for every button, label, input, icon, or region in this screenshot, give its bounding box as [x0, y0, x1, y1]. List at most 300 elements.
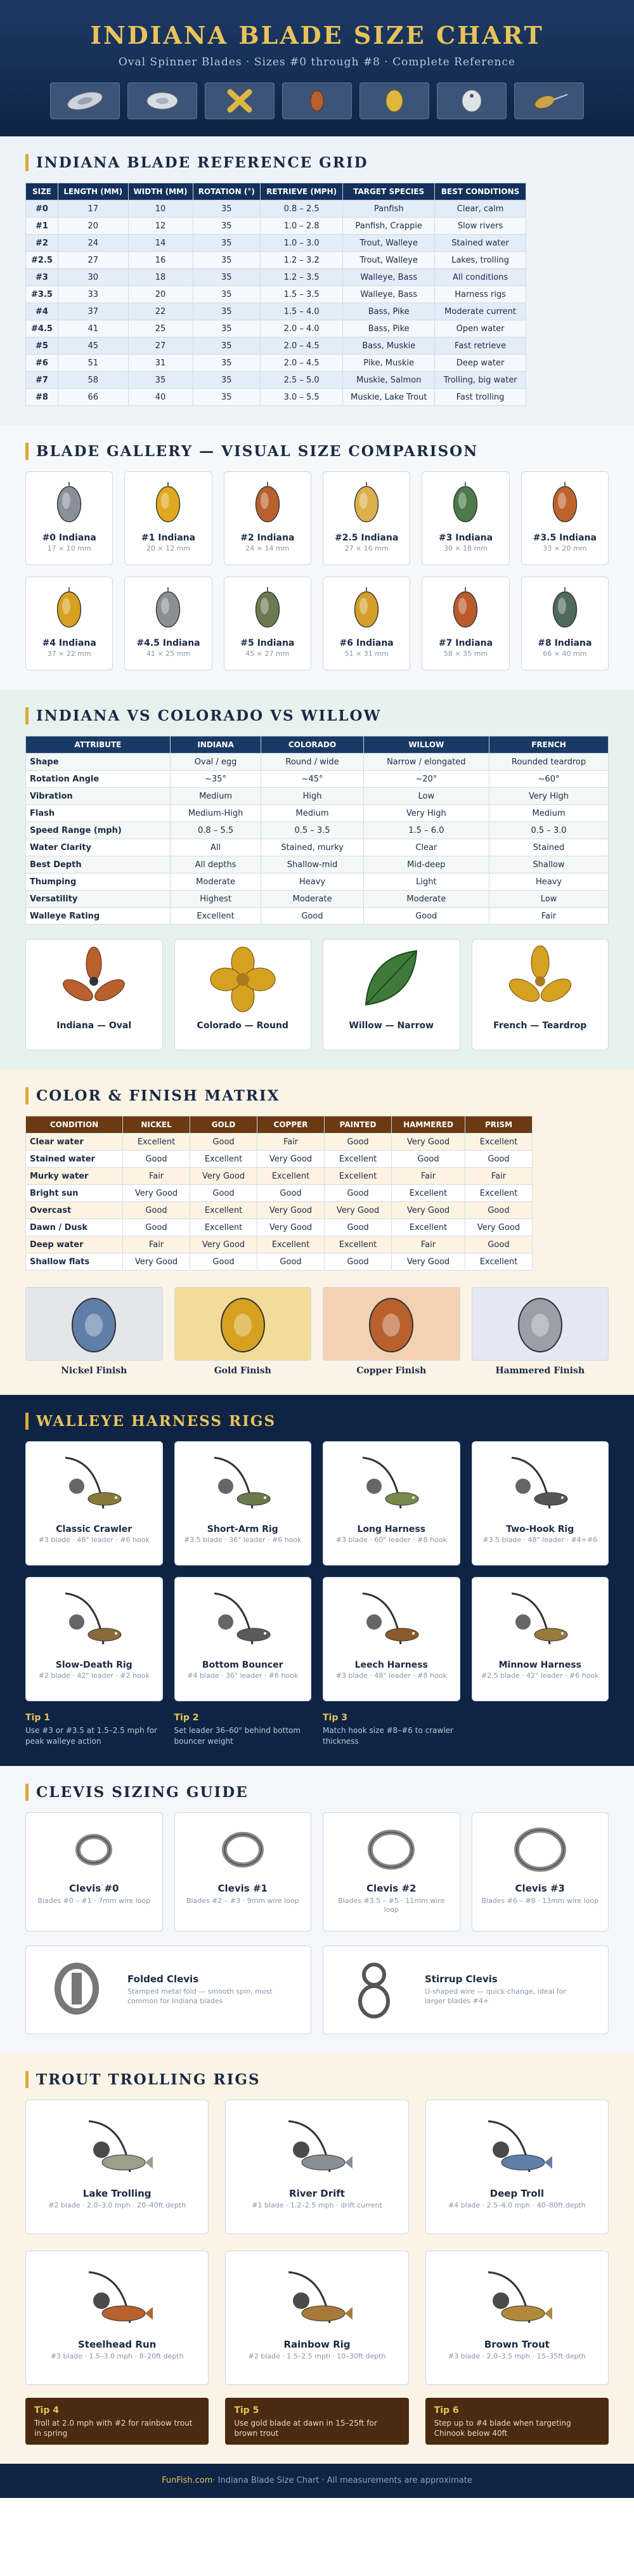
thumb-nickel-blade-icon [50, 82, 120, 119]
clevis-icon [472, 1824, 609, 1878]
table-cell: 58 [58, 372, 128, 389]
table-cell: #2.5 [26, 252, 58, 269]
table-cell: Rotation Angle [26, 771, 171, 788]
table-cell: Good [257, 1185, 325, 1202]
clevis-type-name: Stirrup Clevis [425, 1973, 498, 1985]
gallery-card [224, 471, 311, 565]
table-cell: High [261, 788, 363, 805]
rig-name: Slow-Death Rig [55, 1660, 133, 1670]
clevis-type-name: Folded Clevis [127, 1973, 199, 1985]
table-cell: #3 [26, 269, 58, 286]
table-row [26, 788, 609, 805]
table-cell: 35 [193, 337, 261, 355]
table-cell: Excellent [170, 908, 261, 925]
table-row [26, 372, 526, 389]
clevis-name: Clevis #1 [217, 1882, 268, 1894]
table-cell: 0.8 – 5.5 [170, 822, 261, 839]
table-row [26, 1168, 533, 1185]
page-title: INDIANA BLADE SIZE CHART [90, 21, 544, 49]
comparison-table [25, 736, 609, 925]
blade-dimensions: 33 × 20 mm [543, 544, 587, 552]
table-cell: 35 [193, 252, 261, 269]
clevis-icon [323, 1824, 460, 1878]
trout-rig-card [25, 2100, 209, 2234]
table-cell: Fair [123, 1236, 190, 1253]
table-cell: 1.0 – 3.0 [261, 235, 343, 252]
blade-shape-icon [175, 945, 311, 1017]
table-cell: Very Good [123, 1253, 190, 1271]
blade-shape-card [472, 939, 609, 1050]
table-cell: Excellent [465, 1185, 532, 1202]
column-header: PRISM [465, 1116, 532, 1134]
table-cell: 25 [128, 320, 193, 337]
tip [472, 1713, 609, 1747]
table-cell: Very Good [392, 1253, 465, 1271]
table-cell: Excellent [465, 1253, 532, 1271]
clevis-type-text [425, 1973, 577, 2006]
table-cell: Good [325, 1253, 392, 1271]
table-cell: 35 [193, 218, 261, 235]
rig-card [323, 1577, 460, 1701]
blade-shape-grid [25, 939, 609, 1050]
blade-name: #6 Indiana [339, 638, 394, 648]
rig-icon [175, 1584, 311, 1656]
table-row [26, 1151, 533, 1168]
rig-icon [323, 1584, 460, 1656]
table-row [26, 771, 609, 788]
table-cell: Thumping [26, 873, 171, 891]
table-row [26, 218, 526, 235]
table-cell: Mid-deep [363, 856, 489, 873]
table-cell: 51 [58, 355, 128, 372]
rig-description: #3 blade · 48" leader · #6 hook [38, 1536, 150, 1544]
finish-section [0, 1069, 634, 1395]
finish-blade-icon [363, 1293, 420, 1354]
blade-name: #3.5 Indiana [533, 533, 597, 543]
table-cell: Speed Range (mph) [26, 822, 171, 839]
table-cell: 22 [128, 303, 193, 320]
table-cell: Light [363, 873, 489, 891]
column-header: INDIANA [170, 736, 261, 754]
rig-name: Leech Harness [354, 1660, 428, 1670]
table-row [26, 805, 609, 822]
trout-rig-name: Lake Trolling [82, 2187, 152, 2199]
clevis-type-text [127, 1973, 280, 2006]
table-cell: Good [363, 908, 489, 925]
clevis-description: Blades #0 – #1 · 7mm wire loop [37, 1896, 151, 1905]
blade-icon [125, 585, 211, 634]
trout-rig-description: #1 blade · 1.2–2.5 mph · drift current [252, 2200, 382, 2209]
table-cell: Stained, murky [261, 839, 363, 856]
tip-title: Tip 5 [234, 2405, 259, 2416]
rig-name: Classic Crawler [56, 1524, 133, 1534]
rig-name: Long Harness [357, 1524, 426, 1534]
table-cell: Bright sun [26, 1185, 123, 1202]
table-cell: #0 [26, 200, 58, 218]
table-cell: Good [123, 1219, 190, 1236]
finish-label: Gold Finish [214, 1366, 271, 1376]
table-row [26, 822, 609, 839]
table-cell: Oval / egg [170, 754, 261, 771]
table-cell: Rounded teardrop [489, 754, 609, 771]
table-cell: Fair [392, 1236, 465, 1253]
section-title: WALLEYE HARNESS RIGS [25, 1413, 609, 1430]
table-cell: Open water [435, 320, 526, 337]
rig-description: #3 blade · 60" leader · #8 hook [335, 1536, 447, 1544]
table-cell: Vibration [26, 788, 171, 805]
trout-rig-name: River Drift [289, 2187, 345, 2199]
trout-rig-card [225, 2251, 408, 2385]
thumbnail-strip [0, 82, 634, 119]
table-row [26, 1202, 533, 1219]
table-cell: Very Good [190, 1236, 257, 1253]
column-header: BEST CONDITIONS [435, 183, 526, 200]
table-cell: Bass, Pike [343, 320, 435, 337]
folded-clevis-icon [51, 1960, 102, 2020]
table-cell: 35 [193, 389, 261, 406]
rig-card [472, 1577, 609, 1701]
table-cell: Very Good [325, 1202, 392, 1219]
table-row [26, 303, 526, 320]
blade-shape-card [25, 939, 163, 1050]
table-cell: Fair [123, 1168, 190, 1185]
trout-rig-grid [25, 2100, 609, 2385]
table-cell: Good [325, 1134, 392, 1151]
table-cell: 2.0 – 4.5 [261, 337, 343, 355]
table-cell: Very Good [257, 1219, 325, 1236]
gallery-card [323, 577, 410, 670]
table-cell: 2.0 – 4.0 [261, 320, 343, 337]
blade-icon [422, 480, 508, 529]
table-row [26, 1134, 533, 1151]
table-cell: Good [261, 908, 363, 925]
blade-name: #4 Indiana [42, 638, 96, 648]
table-cell: 0.5 – 3.5 [261, 822, 363, 839]
thumb-copper-blade-icon [282, 82, 352, 119]
tip [425, 2398, 609, 2445]
table-cell: Murky water [26, 1168, 123, 1185]
blade-icon [522, 480, 608, 529]
clevis-card [472, 1812, 609, 1932]
table-cell: 30 [58, 269, 128, 286]
table-cell: ~35° [170, 771, 261, 788]
table-row [26, 1253, 533, 1271]
finish-swatch-grid [25, 1287, 609, 1376]
finish-swatch [174, 1287, 312, 1376]
column-header: TARGET SPECIES [343, 183, 435, 200]
table-cell: Bass, Pike [343, 303, 435, 320]
rig-description: #4 blade · 36" leader · #6 hook [187, 1671, 299, 1680]
table-cell: Good [465, 1202, 532, 1219]
blade-dimensions: 41 × 25 mm [146, 650, 191, 658]
table-cell: Excellent [325, 1168, 392, 1185]
table-cell: Fair [465, 1168, 532, 1185]
clevis-name: Clevis #2 [366, 1882, 417, 1894]
table-cell: Excellent [325, 1236, 392, 1253]
clevis-section [0, 1766, 634, 2053]
table-cell: Moderate [261, 891, 363, 908]
rig-description: #3.5 blade · 36" leader · #6 hook [183, 1536, 302, 1544]
blade-dimensions: 27 × 16 mm [344, 544, 389, 552]
finish-label: Hammered Finish [495, 1366, 585, 1376]
trout-rig-description: #2 blade · 2.0–3.0 mph · 20–40ft depth [48, 2200, 186, 2209]
reference-table [25, 183, 526, 406]
rig-description: #3 blade · 48" leader · #8 hook [335, 1671, 447, 1680]
table-cell: Clear water [26, 1134, 123, 1151]
clevis-type-description: Stamped metal fold — smooth spin, most common for Indiana blades [127, 1987, 273, 2005]
rig-name: Short-Arm Rig [207, 1524, 278, 1534]
table-cell: Slow rivers [435, 218, 526, 235]
finish-blade-icon [214, 1293, 271, 1354]
clevis-type-grid [25, 1945, 609, 2034]
gallery-card [521, 471, 609, 565]
blade-dimensions: 51 × 31 mm [344, 650, 389, 658]
table-cell: Muskie, Lake Trout [343, 389, 435, 406]
rig-name: Two-Hook Rig [506, 1524, 574, 1534]
footer [0, 2464, 634, 2498]
table-row [26, 754, 609, 771]
blade-shape-icon [323, 945, 460, 1017]
table-cell: Good [392, 1151, 465, 1168]
table-row [26, 355, 526, 372]
table-cell: Dawn / Dusk [26, 1219, 123, 1236]
thumb-spinner-icon [514, 82, 584, 119]
table-row [26, 235, 526, 252]
table-row [26, 389, 526, 406]
blade-icon [323, 585, 410, 634]
table-cell: Water Clarity [26, 839, 171, 856]
finish-swatch [472, 1287, 609, 1376]
finish-swatch [25, 1287, 163, 1376]
table-row [26, 1236, 533, 1253]
table-cell: ~60° [489, 771, 609, 788]
table-row [26, 269, 526, 286]
table-cell: Walleye, Bass [343, 286, 435, 303]
blade-shape-icon [472, 945, 609, 1017]
table-cell: Stained water [435, 235, 526, 252]
table-cell: Very Good [392, 1202, 465, 1219]
trout-rig-icon [426, 2263, 608, 2335]
clevis-name: Clevis #0 [69, 1882, 119, 1894]
rig-card [472, 1441, 609, 1566]
gallery-section [0, 425, 634, 690]
clevis-card [174, 1812, 312, 1932]
blade-icon [26, 585, 112, 634]
blade-shape-icon [26, 945, 162, 1017]
table-cell: Medium [489, 805, 609, 822]
gallery-grid [25, 471, 609, 670]
trout-rig-icon [26, 2112, 208, 2184]
gallery-card [323, 471, 410, 565]
thumb-gold-x-icon [205, 82, 275, 119]
tip-text: Troll at 2.0 mph with #2 for rainbow trout in spring [34, 2418, 193, 2438]
tip-text: Use gold blade at dawn in 15–25ft for brown trout [234, 2418, 377, 2438]
trout-tips [25, 2398, 609, 2445]
table-cell: Versatility [26, 891, 171, 908]
trout-rig-icon [226, 2263, 408, 2335]
tip-text: Set leader 36–60" behind bottom bouncer weight [174, 1726, 301, 1746]
blade-shape-label: Indiana — Oval [56, 1021, 132, 1031]
trout-rig-description: #2 blade · 1.5–2.5 mph · 10–30ft depth [248, 2351, 386, 2360]
blade-icon [224, 480, 311, 529]
table-cell: 41 [58, 320, 128, 337]
table-cell: 16 [128, 252, 193, 269]
table-cell: 27 [58, 252, 128, 269]
trout-rig-description: #3 blade · 2.0–3.5 mph · 15–35ft depth [448, 2351, 586, 2360]
table-cell: Medium [170, 788, 261, 805]
blade-name: #2.5 Indiana [335, 533, 399, 543]
finish-label: Nickel Finish [61, 1366, 127, 1376]
clevis-icon [175, 1824, 311, 1878]
header [0, 0, 634, 136]
table-cell: Narrow / elongated [363, 754, 489, 771]
table-cell: 0.8 – 2.5 [261, 200, 343, 218]
blade-dimensions: 37 × 22 mm [47, 650, 91, 658]
column-header: PAINTED [325, 1116, 392, 1134]
table-cell: Low [363, 788, 489, 805]
column-header: HAMMERED [392, 1116, 465, 1134]
rig-icon [26, 1448, 162, 1520]
column-header: WILLOW [363, 736, 489, 754]
table-cell: Fast retrieve [435, 337, 526, 355]
clevis-description: Blades #3.5 – #5 · 11mm wire loop [338, 1896, 445, 1914]
table-cell: Moderate [170, 873, 261, 891]
table-cell: Trout, Walleye [343, 252, 435, 269]
table-cell: 31 [128, 355, 193, 372]
table-cell: Pike, Muskie [343, 355, 435, 372]
rig-icon [323, 1448, 460, 1520]
thumb-gold-blade-icon [359, 82, 429, 119]
rig-card [323, 1441, 460, 1566]
trout-rig-icon [426, 2112, 608, 2184]
table-cell: All conditions [435, 269, 526, 286]
rig-card [174, 1441, 312, 1566]
column-header: CONDITION [26, 1116, 123, 1134]
column-header: ROTATION (°) [193, 183, 261, 200]
table-cell: Good [465, 1236, 532, 1253]
table-cell: 35 [128, 372, 193, 389]
column-header: NICKEL [123, 1116, 190, 1134]
table-cell: Best Depth [26, 856, 171, 873]
table-cell: Good [325, 1185, 392, 1202]
rig-icon [472, 1584, 609, 1656]
trout-rig-icon [26, 2263, 208, 2335]
blade-icon [26, 480, 112, 529]
table-cell: Good [257, 1253, 325, 1271]
table-cell: Heavy [489, 873, 609, 891]
blade-name: #5 Indiana [240, 638, 295, 648]
rig-icon [175, 1448, 311, 1520]
column-header: RETRIEVE (MPH) [261, 183, 343, 200]
table-row [26, 908, 609, 925]
table-cell: 1.2 – 3.2 [261, 252, 343, 269]
table-cell: Shallow [489, 856, 609, 873]
table-cell: Excellent [190, 1219, 257, 1236]
trout-rig-card [425, 2100, 609, 2234]
blade-dimensions: 45 × 27 mm [245, 650, 290, 658]
tip [323, 1713, 460, 1747]
trout-rig-card [425, 2251, 609, 2385]
table-cell: Clear, calm [435, 200, 526, 218]
blade-name: #4.5 Indiana [136, 638, 200, 648]
table-cell: 1.5 – 3.5 [261, 286, 343, 303]
table-cell: Very Good [465, 1219, 532, 1236]
table-row [26, 891, 609, 908]
blade-dimensions: 20 × 12 mm [146, 544, 191, 552]
table-cell: Round / wide [261, 754, 363, 771]
rig-icon [26, 1584, 162, 1656]
blade-name: #7 Indiana [438, 638, 493, 648]
table-cell: 1.0 – 2.8 [261, 218, 343, 235]
table-cell: Shallow flats [26, 1253, 123, 1271]
blade-icon [522, 585, 608, 634]
column-header: LENGTH (MM) [58, 183, 128, 200]
gallery-card [124, 577, 212, 670]
table-cell: Very High [363, 805, 489, 822]
table-row [26, 320, 526, 337]
table-cell: 12 [128, 218, 193, 235]
footer-text: · Indiana Blade Size Chart · All measurements are approximate [212, 2476, 472, 2486]
trout-rig-name: Steelhead Run [78, 2338, 157, 2350]
section-title: CLEVIS SIZING GUIDE [25, 1784, 609, 1801]
table-cell: 35 [193, 286, 261, 303]
trout-section [0, 2053, 634, 2464]
table-cell: Moderate [363, 891, 489, 908]
trout-rig-description: #3 blade · 1.5–3.0 mph · 8–20ft depth [50, 2351, 184, 2360]
blade-shape-label: French — Teardrop [493, 1021, 587, 1031]
table-row [26, 286, 526, 303]
table-cell: Excellent [123, 1134, 190, 1151]
rig-card [25, 1441, 163, 1566]
table-cell: Fast trolling [435, 389, 526, 406]
section-title: INDIANA BLADE REFERENCE GRID [25, 154, 609, 171]
table-cell: Muskie, Salmon [343, 372, 435, 389]
table-cell: Shape [26, 754, 171, 771]
table-cell: 10 [128, 200, 193, 218]
trout-rig-description: #4 blade · 2.5–4.0 mph · 40–80ft depth [448, 2200, 586, 2209]
gallery-card [521, 577, 609, 670]
table-cell: 3.0 – 5.5 [261, 389, 343, 406]
table-cell: 35 [193, 269, 261, 286]
gallery-card [422, 577, 509, 670]
table-cell: #4 [26, 303, 58, 320]
trout-rig-card [25, 2251, 209, 2385]
table-cell: Harness rigs [435, 286, 526, 303]
rig-description: #2 blade · 42" leader · #2 hook [38, 1671, 150, 1680]
table-cell: Very Good [392, 1134, 465, 1151]
blade-name: #1 Indiana [141, 533, 196, 543]
comparison-section [0, 690, 634, 1069]
table-cell: Fair [392, 1168, 465, 1185]
table-cell: Good [190, 1253, 257, 1271]
gallery-card [25, 471, 113, 565]
table-cell: Excellent [190, 1151, 257, 1168]
table-cell: ~45° [261, 771, 363, 788]
table-cell: Clear [363, 839, 489, 856]
thumb-silver-round-icon [437, 82, 507, 119]
trout-rig-name: Deep Troll [489, 2187, 544, 2199]
stirrup-clevis-icon [349, 1957, 399, 2023]
finish-card [323, 1287, 460, 1361]
blade-icon [422, 585, 508, 634]
section-title: COLOR & FINISH MATRIX [25, 1087, 609, 1104]
table-cell: Good [190, 1185, 257, 1202]
table-cell: Heavy [261, 873, 363, 891]
table-cell: 35 [193, 372, 261, 389]
table-cell: Excellent [257, 1168, 325, 1185]
table-cell: 1.5 – 4.0 [261, 303, 343, 320]
section-title: BLADE GALLERY — VISUAL SIZE COMPARISON [25, 443, 609, 460]
